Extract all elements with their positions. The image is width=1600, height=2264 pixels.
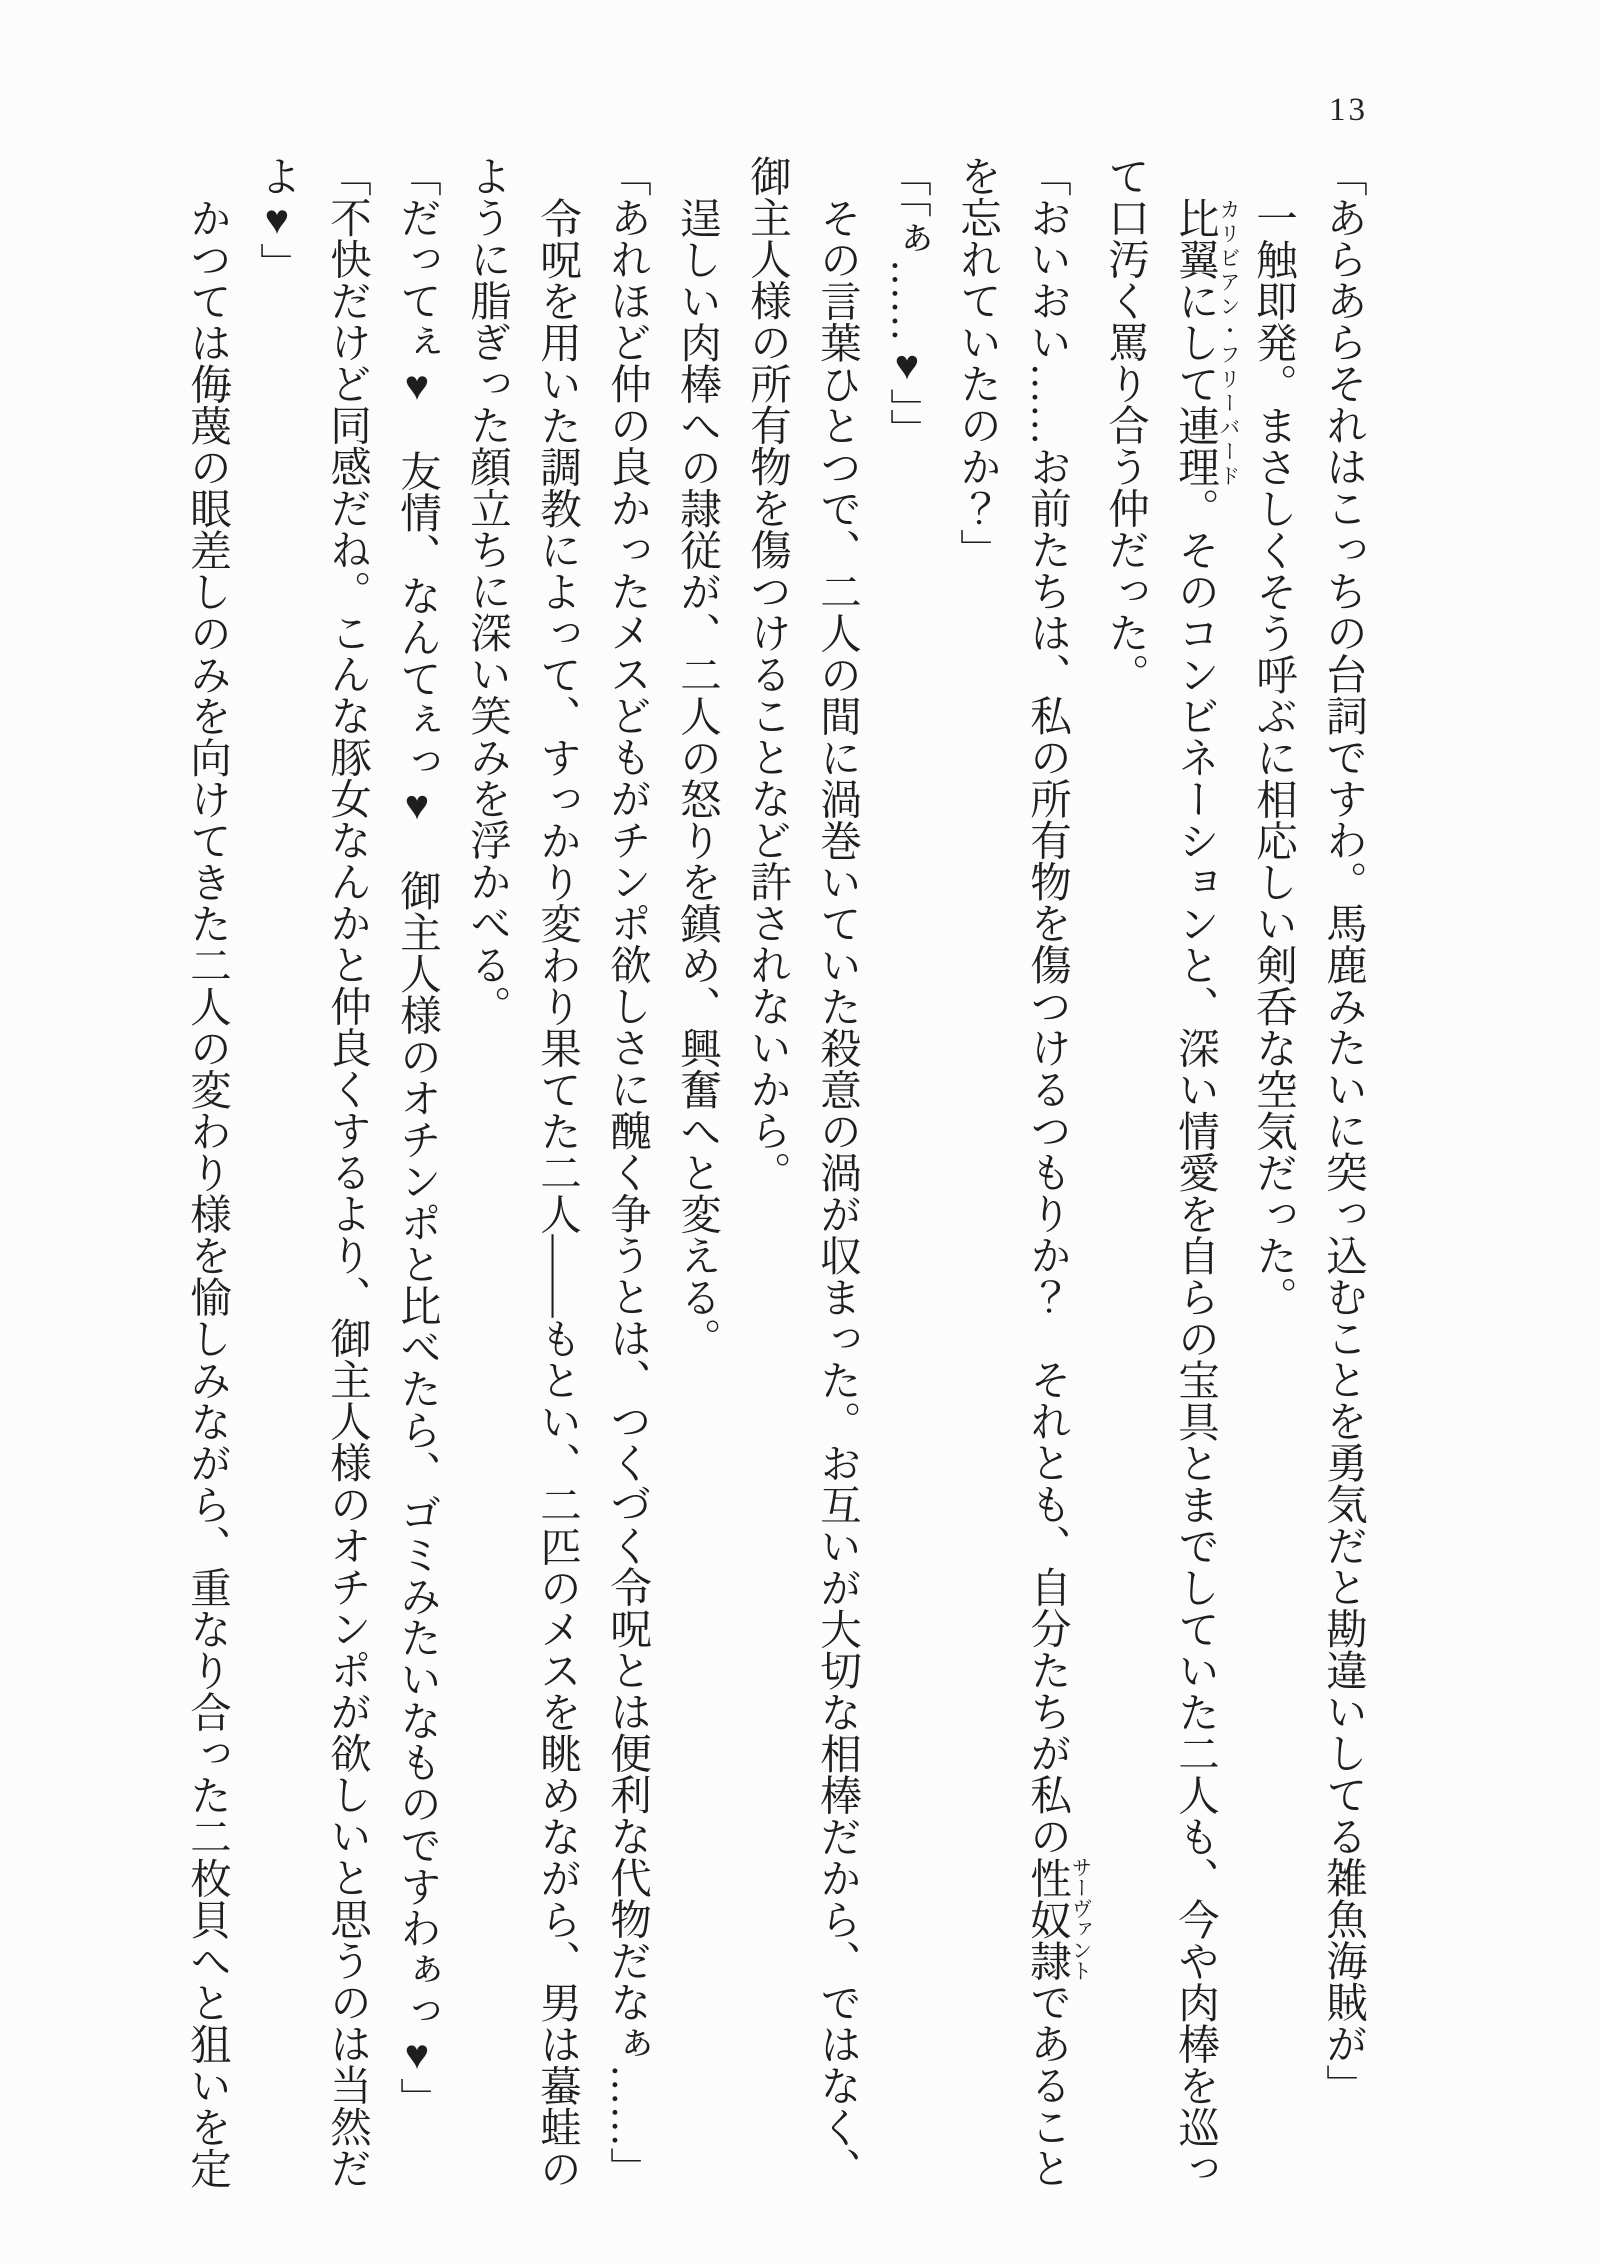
paragraph-1-dialogue: 「あらあらそれはこっちの台詞ですわ。馬鹿みたいに突っ込むことを勇気だと勘違いしてる雑魚海賊が」 <box>1320 155 1366 2106</box>
ruby-annotated-text: 比翼にして連理カリビアン・フリーバード <box>1172 196 1238 487</box>
paragraph-2-narrative: 一触即発。まさしくそう呼ぶに相応しい剣呑な空気だった。 <box>1250 196 1296 1317</box>
paragraph-4-dialogue: 「おいおい……お前たちは、私の所有物を傷つけるつもりか？ それとも、自分たちが私の性奴隷サーヴァントであることを忘れていたのか？」 <box>954 155 1090 2189</box>
paragraph-8-dialogue: 「あれほど仲の良かったメスどもがチンポ欲しさに醜く争うとは、つくづく令呪とは便利な代物だなぁ……」 <box>604 155 650 2189</box>
paragraph-7-narrative: 逞しい肉棒への隷従が、二人の怒りを鎮め、興奮へと変える。 <box>674 196 720 1359</box>
paragraph-10-dialogue: 「だってぇ♥ 友情、なんてぇっ♥ 御主人様のオチンポと比べたら、ゴミみたいなものですわぁっ♥」 <box>394 155 440 2119</box>
paragraph-3-narrative: 比翼にして連理カリビアン・フリーバード。そのコンビネーションと、深い情愛を自らの宝具とまでしていた二人も、今や肉棒を巡って口汚く罵り合う仲だった。 <box>1102 155 1238 2189</box>
paragraph-12-narrative: かつては侮蔑の眼差しのみを向けてきた二人の変わり様を愉しみながら、重なり合った二枚貝へと狙いを定 <box>184 196 230 2189</box>
ruby-annotated-text: 性奴隷サーヴァント <box>1024 1856 1090 1981</box>
page-text <box>172 155 1378 2189</box>
paragraph-5-dialogue: 「「ぁ……♥」」 <box>884 155 930 450</box>
paragraph-6-narrative: その言葉ひとつで、二人の間に渦巻いていた殺意の渦が収まった。お互いが大切な相棒だから、ではなく、御主人様の所有物を傷つけることなど許されないから。 <box>744 155 860 2189</box>
paragraph-9-narrative: 令呪を用いた調教によって、すっかり変わり果てた二人——もとい、二匹のメスを眺めながら、男は蟇蛙のように脂ぎった顔立ちに深い笑みを浮かべる。 <box>464 155 580 2189</box>
paragraph-11-dialogue: 「不快だけど同感だね。こんな豚女なんかと仲良くするより、御主人様のオチンポが欲しいと思うのは当然だよ♥」 <box>254 155 370 2189</box>
page-number: 13 <box>1329 92 1368 128</box>
